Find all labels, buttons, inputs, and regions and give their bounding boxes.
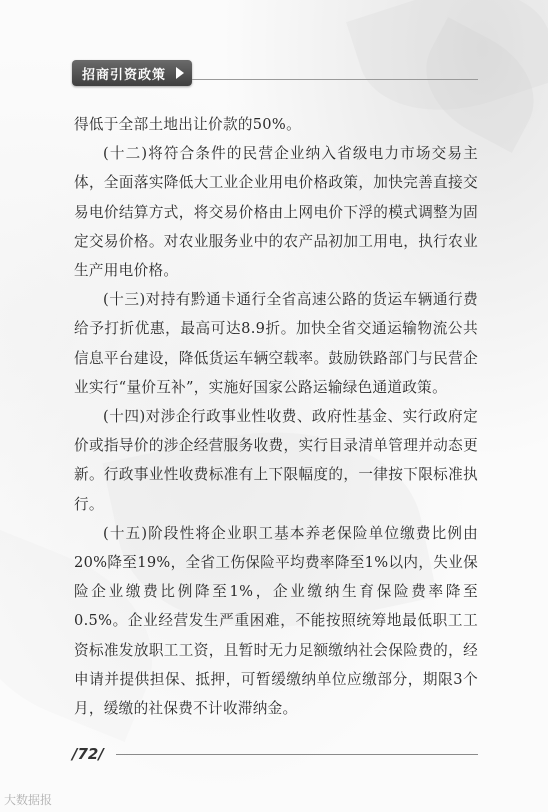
play-arrow-icon xyxy=(176,67,184,79)
header-divider xyxy=(192,79,478,80)
paragraph-item-12: (十二)将符合条件的民营企业纳入省级电力市场交易主体，全面落实降低大工业企业用电价格政策，加快完善直接交易电价结算方式，将交易价格由上网电价下浮的模式调整为固定交易价格。对农业服务业中的农产品初加工用电，执行农业生产用电价格。 xyxy=(74,145,478,280)
paragraph-continuation: 得低于全部土地出让价款的50%。 xyxy=(74,116,301,133)
paragraph-item-14: (十四)对涉企行政事业性收费、政府性基金、实行政府定价或指导价的涉企经营服务收费，实行目录清单管理并动态更新。行政事业性收费标准有上下限幅度的，一律按下限标准执行。 xyxy=(74,408,478,513)
page-number: /72/ xyxy=(72,745,104,763)
paragraph-item-15: (十五)阶段性将企业职工基本养老保险单位缴费比例由20%降至19%，全省工伤保险平均费率降至1%以内，失业保险企业缴费比例降至1%，企业缴纳生育保险费率降至0.5%。企业经营发生严重困难，不能按照统筹地最低职工工资标准发放职工工资，且暂时无力足额缴纳社会保险费的，经申请并提供担保、抵押，可暂缓缴纳单位应缴部分，期限3个月，缓缴的社保费不计收滞纳金。 xyxy=(74,524,478,718)
watermark: 大数据报 xyxy=(4,793,53,807)
paragraph-item-13: (十三)对持有黔通卡通行全省高速公路的货运车辆通行费给予打折优惠，最高可达8.9折。加快全省交通运输物流公共信息平台建设，降低货运车辆空载率。鼓励铁路部门与民营企业实行“量价互补”，实施好国家公路运输绿色通道政策。 xyxy=(74,291,478,396)
section-header-tab xyxy=(72,60,192,86)
footer-divider xyxy=(116,754,478,755)
document-body xyxy=(74,110,478,723)
section-header-label: 招商引资政策 xyxy=(82,67,167,83)
